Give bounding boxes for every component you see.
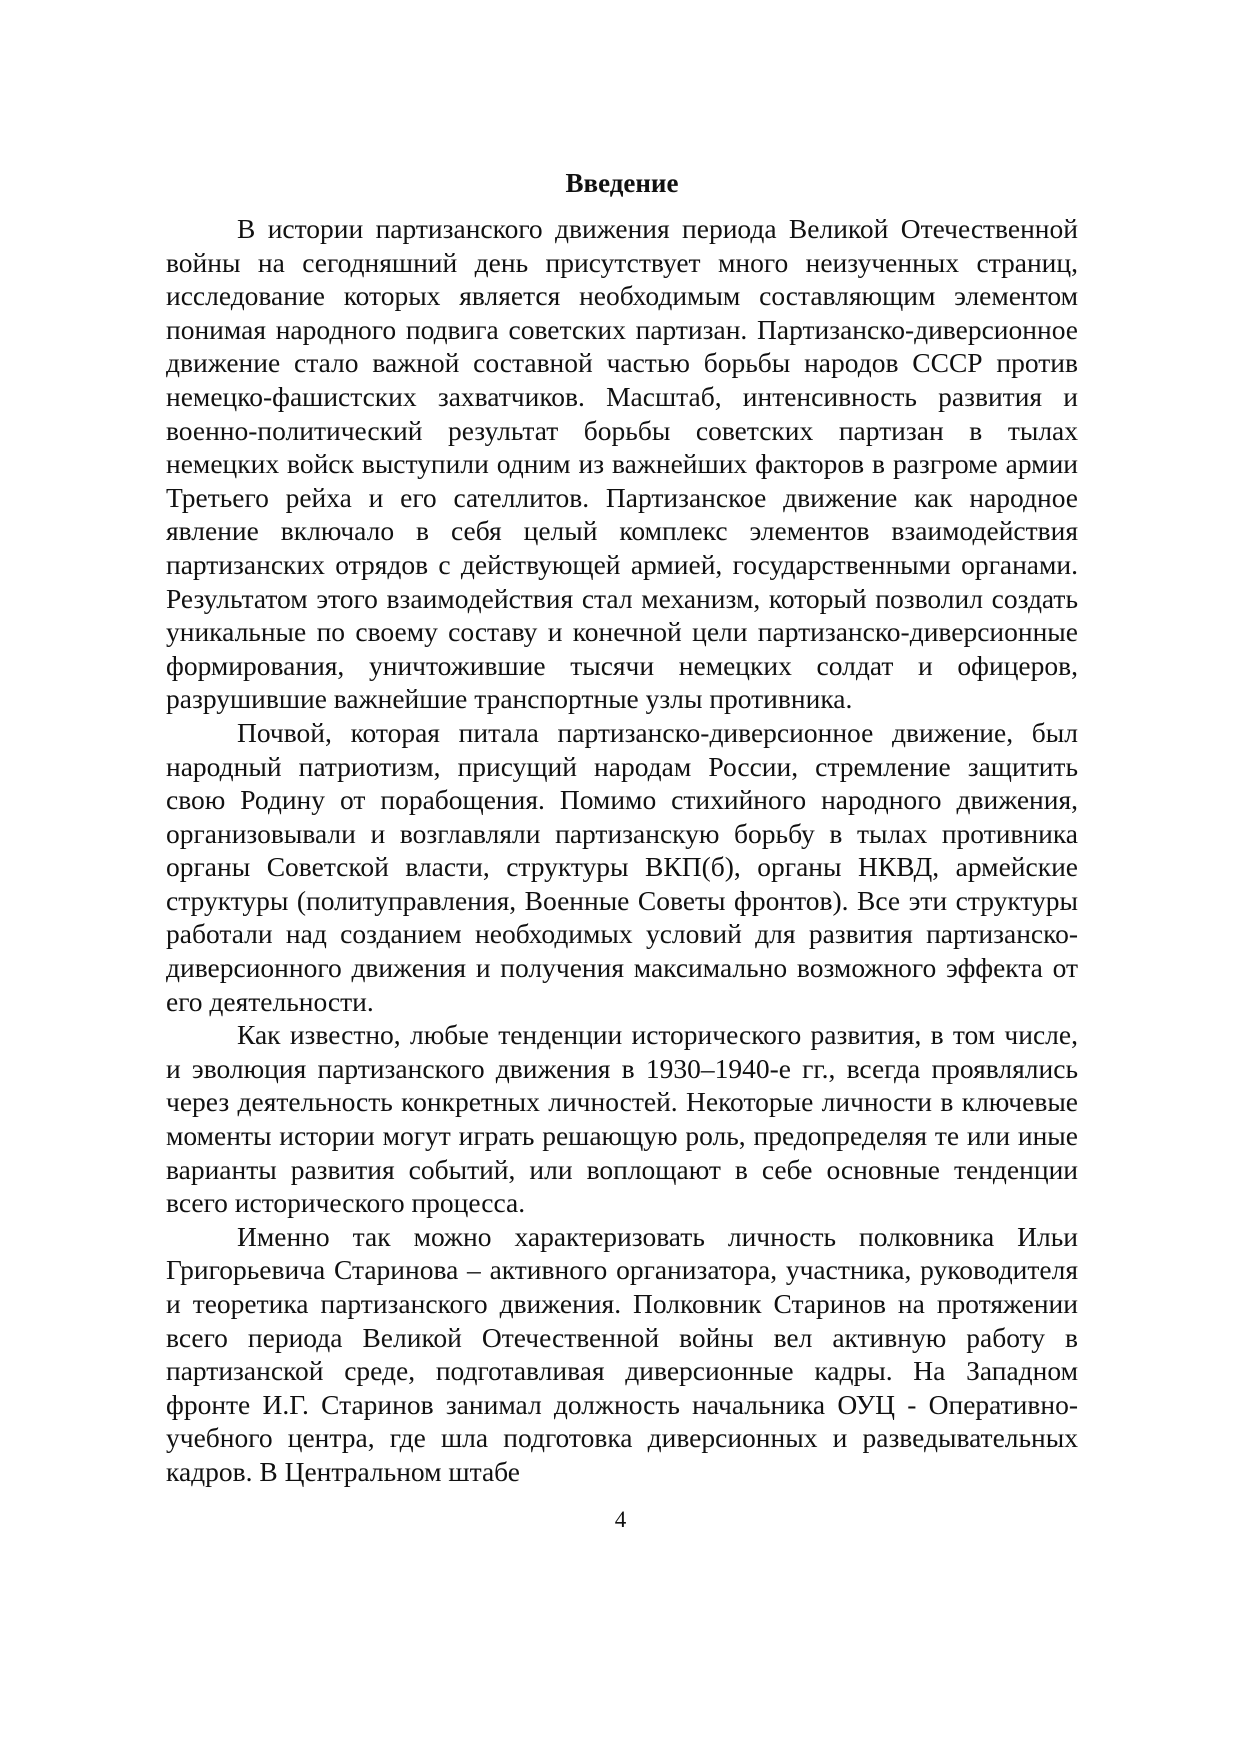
page-title: Введение — [565, 168, 679, 198]
page-number: 4 — [614, 1507, 627, 1532]
paragraph-1: В истории партизанского движения периода Великой Отечественной войны на сегодняшний день присутствует много неизученных страниц, исследование которых является необходимым составляющим элементом понимая народного подвига советских партизан. Партизанско-диверсионное движение стало важной составной частью борьбы народов СССР против немецко-фашистских захватчиков. Масштаб, интенсивность развития и военно-политический результат борьбы советских партизан в тылах немецких войск выступили одним из важнейших факторов в разгроме армии Третьего рейха и его сателлитов. Партизанское движение как народное явление включало в себя целый комплекс элементов взаимодействия партизанских отрядов с действующей армией, государственными органами. Результатом этого взаимодействия стал механизм, который позволил создать уникальные по своему составу и конечной цели партизанско-диверсионные формирования, уничтожившие тысячи немецких солдат и офицеров, разрушившие важнейшие транспортные узлы противника. — [166, 213, 1078, 715]
paragraph-3: Как известно, любые тенденции исторического развития, в том числе, и эволюция партизанского движения в 1930–1940-е гг., всегда проявлялись через деятельность конкретных личностей. Некоторые личности в ключевые моменты истории могут играть решающую роль, предопределяя те или иные варианты развития событий, или воплощают в себе основные тенденции всего исторического процесса. — [166, 1019, 1078, 1219]
document-page — [166, 166, 1078, 1489]
paragraph-4: Именно так можно характеризовать личность полковника Ильи Григорьевича Старинова – активного организатора, участника, руководителя и теоретика партизанского движения. Полковник Старинов на протяжении всего периода Великой Отечественной войны вел активную работу в партизанской среде, подготавливая диверсионные кадры. На Западном фронте И.Г. Старинов занимал должность начальника ОУЦ - Оперативно-учебного центра, где шла подготовка диверсионных и разведывательных кадров. В Центральном штабе — [166, 1220, 1078, 1487]
paragraph-2: Почвой, которая питала партизанско-диверсионное движение, был народный патриотизм, присущий народам России, стремление защитить свою Родину от порабощения. Помимо стихийного народного движения, организовывали и возглавляли партизанскую борьбу в тылах противника органы Советской власти, структуры ВКП(б), органы НКВД, армейские структуры (политуправления, Военные Советы фронтов). Все эти структуры работали над созданием необходимых условий для развития партизанско-диверсионного движения и получения максимально возможного эффекта от его деятельности. — [166, 716, 1078, 1017]
